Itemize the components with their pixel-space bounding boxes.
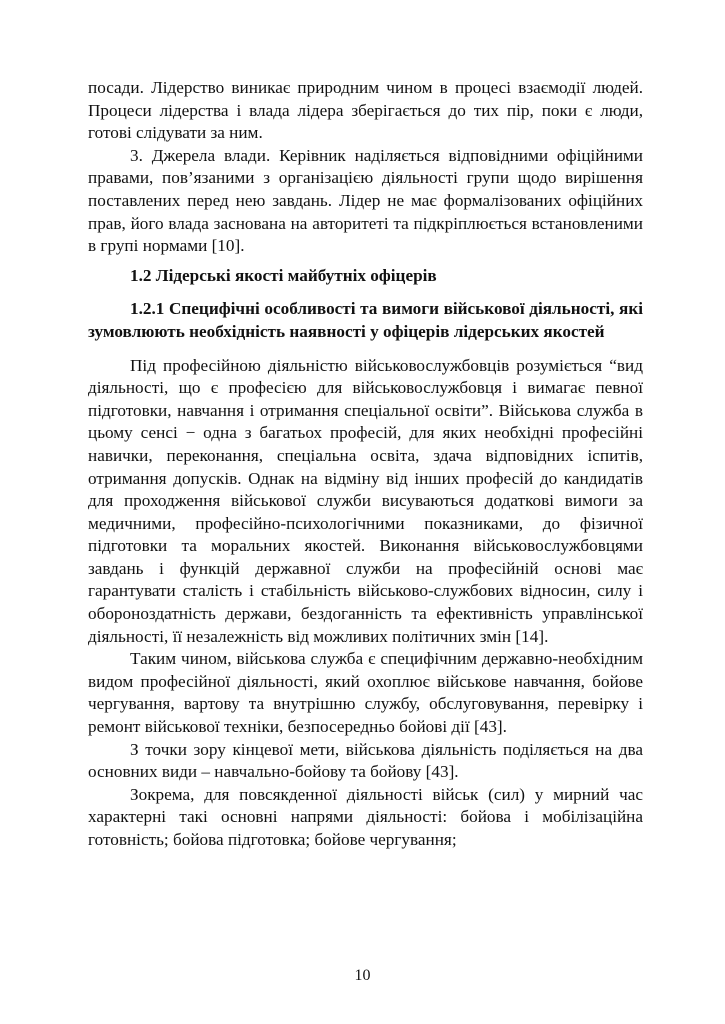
page-body bbox=[88, 77, 643, 852]
paragraph-final-goal: З точки зору кінцевої мети, військова діяльність поділяється на два основних види – навчально-бойову та бойову [43]. bbox=[88, 739, 643, 782]
paragraph-peacetime-activity: Зокрема, для повсякденної діяльності військ (сил) у мирний час характерні такі основні напрями діяльності: бойова і мобілізаційна готовність; бойова підготовка; бойове чергування; bbox=[88, 784, 643, 849]
paragraph-military-service: Таким чином, військова служба є специфічним державно-необхідним видом професійної діяльності, який охоплює військове навчання, бойове чергування, вартову та внутрішню службу, обслуговування, перевірку і ремонт військової техніки, безпосередньо бойові дії [43]. bbox=[88, 649, 643, 737]
paragraph-professional-activity: Під професійною діяльністю військовослужбовців розуміється “вид діяльності, що є професією для військовослужбовця і вимагає певної підготовки, навчання і отримання спеціальної освіти”. Військова служба в цьому сенсі − одна з багатьох професій, для яких необхідні професійні навички, переконання, спеціальна освіта, здача відповідних іспитів, отримання допусків. Однак на відміну від інших професій до кандидатів для проходження військової служби висуваються додаткові вимоги за медичними, професійно-психологічними показниками, до фізичної підготовки та моральних якостей. Виконання військовослужбовцями завдань і функцій державної служби на професійній основі має гарантувати сталість і стабільність військово-службових відносин, силу і обороноздатність держави, бездоганність та ефективність управлінської діяльності, її незалежність від можливих політичних змін [14]. bbox=[88, 355, 643, 646]
page-number: 10 bbox=[354, 967, 371, 984]
paragraph-continuation: посади. Лідерство виникає природним чином в процесі взаємодії людей. Процеси лідерства і влада лідера зберігається до тих пір, поки є люди, готові слідувати за ним. bbox=[88, 78, 643, 143]
section-heading: 1.2 Лідерські якості майбутніх офіцерів bbox=[130, 265, 437, 285]
paragraph-power-sources: 3. Джерела влади. Керівник наділяється відповідними офіційними правами, пов’язаними з організацією діяльності групи щодо вирішення поставлених перед нею завдань. Лідер не має формалізованих офіційних прав, його влада заснована на авторитеті та підкріплюється встановленими в групі нормами [10]. bbox=[88, 145, 643, 256]
subsection-heading: 1.2.1 Специфічні особливості та вимоги військової діяльності, які зумовлюють необхідність наявності у офіцерів лідерських якостей bbox=[88, 299, 643, 341]
